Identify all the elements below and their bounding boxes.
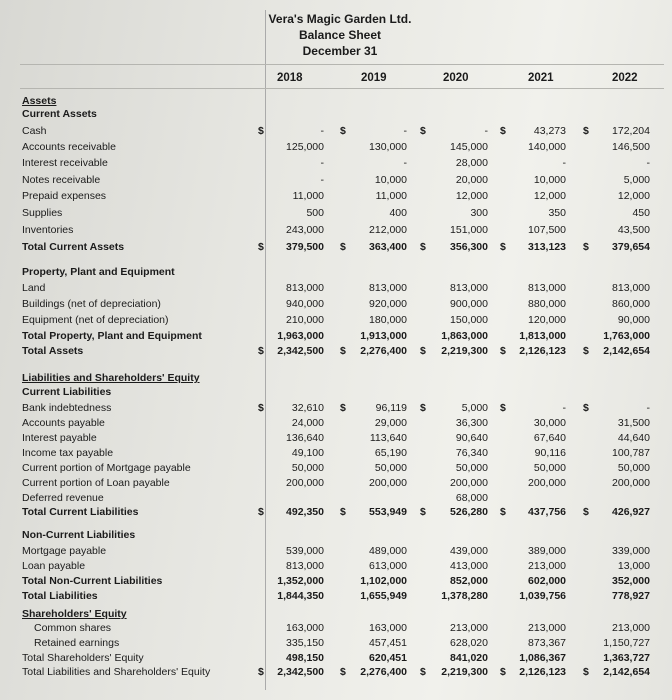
value-notes-rec-2021: 10,000 (533, 174, 566, 186)
value-inventories-2018: 243,000 (286, 224, 324, 236)
value-int-rec-2018: - (320, 157, 324, 169)
row-label-assets: Assets (22, 95, 57, 107)
value-buildings-2021: 880,000 (528, 298, 566, 310)
value-prepaid-2021: 12,000 (533, 190, 566, 202)
row-label-ppe: Property, Plant and Equipment (22, 266, 175, 278)
value-int-pay-2021: 67,640 (533, 432, 566, 444)
value-int-pay-2020: 90,640 (455, 432, 488, 444)
value-land-2021: 813,000 (528, 282, 566, 294)
header-divider (20, 64, 664, 65)
value-ap-2020: 36,300 (455, 417, 488, 429)
value-equipment-2020: 150,000 (450, 314, 488, 326)
value-common-2019: 163,000 (369, 622, 407, 634)
dollar-sign: $ (420, 125, 426, 137)
value-int-rec-2022: - (646, 157, 650, 169)
value-loan-2022: 13,000 (617, 560, 650, 572)
row-label-bank: Bank indebtedness (22, 402, 112, 414)
value-supplies-2019: 400 (389, 207, 407, 219)
value-int-pay-2019: 113,640 (369, 432, 407, 444)
dollar-sign: $ (340, 506, 346, 518)
row-label-retained: Retained earnings (34, 637, 120, 649)
value-tse-2021: 1,086,367 (519, 652, 566, 664)
value-retained-2022: 1,150,727 (603, 637, 650, 649)
value-inventories-2019: 212,000 (369, 224, 407, 236)
dollar-sign: $ (340, 402, 346, 414)
dollar-sign: $ (258, 241, 264, 253)
value-inventories-2022: 43,500 (617, 224, 650, 236)
value-ar-2021: 140,000 (528, 141, 566, 153)
dollar-sign: $ (258, 402, 264, 414)
value-mortgage-2021: 389,000 (528, 545, 566, 557)
value-retained-2021: 873,367 (528, 637, 566, 649)
row-label-sh-eq: Shareholders' Equity (22, 608, 127, 620)
value-ar-2022: 146,500 (612, 141, 650, 153)
value-tse-2022: 1,363,727 (603, 652, 650, 664)
value-tcl-2018: 492,350 (286, 506, 324, 518)
row-label-common: Common shares (34, 622, 112, 634)
value-int-rec-2021: - (562, 157, 566, 169)
value-prepaid-2022: 12,000 (617, 190, 650, 202)
value-tca-2021: 313,123 (528, 241, 566, 253)
dollar-sign: $ (340, 125, 346, 137)
value-tcl-2022: 426,927 (612, 506, 650, 518)
value-def-rev-2020: 68,000 (455, 492, 488, 504)
dollar-sign: $ (420, 506, 426, 518)
value-tppe-2021: 1,813,000 (519, 330, 566, 342)
value-tlse-2021: 2,126,123 (519, 666, 566, 678)
value-bank-2018: 32,610 (291, 402, 324, 414)
value-buildings-2019: 920,000 (369, 298, 407, 310)
value-int-rec-2019: - (403, 157, 407, 169)
value-tca-2020: 356,300 (450, 241, 488, 253)
value-equipment-2019: 180,000 (369, 314, 407, 326)
value-tncl-2021: 602,000 (528, 575, 566, 587)
value-tppe-2018: 1,963,000 (277, 330, 324, 342)
value-tse-2019: 620,451 (369, 652, 407, 664)
dollar-sign: $ (583, 666, 589, 678)
value-cp-loan-2020: 200,000 (450, 477, 488, 489)
year-row-divider (20, 88, 664, 89)
value-notes-rec-2020: 20,000 (455, 174, 488, 186)
row-label-buildings: Buildings (net of depreciation) (22, 298, 161, 310)
dollar-sign: $ (420, 345, 426, 357)
row-label-nc-liab: Non-Current Liabilities (22, 529, 136, 541)
value-notes-rec-2019: 10,000 (374, 174, 407, 186)
value-int-pay-2022: 44,640 (617, 432, 650, 444)
dollar-sign: $ (340, 241, 346, 253)
row-label-tncl: Total Non-Current Liabilities (22, 575, 163, 587)
value-supplies-2018: 500 (306, 207, 324, 219)
value-cash-2018: - (320, 125, 324, 137)
dollar-sign: $ (500, 506, 506, 518)
value-mortgage-2022: 339,000 (612, 545, 650, 557)
value-tncl-2022: 352,000 (612, 575, 650, 587)
value-land-2019: 813,000 (369, 282, 407, 294)
dollar-sign: $ (500, 345, 506, 357)
row-label-ar: Accounts receivable (22, 141, 116, 153)
value-cp-mort-2022: 50,000 (617, 462, 650, 474)
row-label-tax-pay: Income tax payable (22, 447, 114, 459)
row-label-tse: Total Shareholders' Equity (22, 652, 144, 664)
value-prepaid-2020: 12,000 (455, 190, 488, 202)
value-land-2020: 813,000 (450, 282, 488, 294)
row-label-equipment: Equipment (net of depreciation) (22, 314, 169, 326)
dollar-sign: $ (258, 506, 264, 518)
value-supplies-2020: 300 (470, 207, 488, 219)
value-tcl-2019: 553,949 (369, 506, 407, 518)
value-mortgage-2019: 489,000 (369, 545, 407, 557)
dollar-sign: $ (583, 506, 589, 518)
value-ap-2022: 31,500 (617, 417, 650, 429)
value-inventories-2021: 107,500 (528, 224, 566, 236)
value-notes-rec-2018: - (320, 174, 324, 186)
value-int-pay-2018: 136,640 (286, 432, 324, 444)
value-buildings-2018: 940,000 (286, 298, 324, 310)
value-ta-2019: 2,276,400 (360, 345, 407, 357)
value-tse-2018: 498,150 (286, 652, 324, 664)
value-ta-2021: 2,126,123 (519, 345, 566, 357)
value-ar-2019: 130,000 (369, 141, 407, 153)
value-buildings-2020: 900,000 (450, 298, 488, 310)
dollar-sign: $ (258, 125, 264, 137)
value-notes-rec-2022: 5,000 (623, 174, 650, 186)
value-loan-2019: 613,000 (369, 560, 407, 572)
dollar-sign: $ (583, 345, 589, 357)
value-cash-2019: - (403, 125, 407, 137)
row-label-supplies: Supplies (22, 207, 63, 219)
row-label-loan: Loan payable (22, 560, 86, 572)
statement-date: December 31 (302, 44, 378, 58)
value-ap-2021: 30,000 (533, 417, 566, 429)
year-2019: 2019 (361, 72, 387, 84)
year-2022: 2022 (612, 72, 638, 84)
column-divider (265, 10, 266, 690)
value-tax-pay-2021: 90,116 (534, 447, 566, 459)
value-equipment-2018: 210,000 (286, 314, 324, 326)
row-label-ta: Total Assets (22, 345, 84, 357)
value-tppe-2022: 1,763,000 (603, 330, 650, 342)
value-tl-2022: 778,927 (612, 590, 650, 602)
value-tax-pay-2019: 65,190 (374, 447, 407, 459)
value-ta-2022: 2,142,654 (603, 345, 650, 357)
dollar-sign: $ (420, 666, 426, 678)
value-mortgage-2018: 539,000 (286, 545, 324, 557)
row-label-int-pay: Interest payable (22, 432, 97, 444)
value-tncl-2019: 1,102,000 (360, 575, 407, 587)
value-common-2020: 213,000 (450, 622, 488, 634)
value-tcl-2020: 526,280 (450, 506, 488, 518)
value-tca-2019: 363,400 (369, 241, 407, 253)
value-equipment-2021: 120,000 (528, 314, 566, 326)
dollar-sign: $ (420, 402, 426, 414)
year-2018: 2018 (277, 72, 303, 84)
row-label-tcl: Total Current Liabilities (22, 506, 139, 518)
dollar-sign: $ (583, 125, 589, 137)
value-tl-2021: 1,039,756 (519, 590, 566, 602)
value-cp-loan-2019: 200,000 (369, 477, 407, 489)
statement-title: Balance Sheet (298, 28, 382, 42)
value-cash-2020: - (484, 125, 488, 137)
dollar-sign: $ (500, 241, 506, 253)
value-retained-2018: 335,150 (286, 637, 324, 649)
value-supplies-2021: 350 (548, 207, 566, 219)
value-tppe-2019: 1,913,000 (360, 330, 407, 342)
dollar-sign: $ (500, 125, 506, 137)
value-tlse-2018: 2,342,500 (277, 666, 324, 678)
value-ar-2020: 145,000 (450, 141, 488, 153)
row-label-prepaid: Prepaid expenses (22, 190, 107, 202)
dollar-sign: $ (340, 345, 346, 357)
value-tca-2022: 379,654 (612, 241, 650, 253)
dollar-sign: $ (420, 241, 426, 253)
value-prepaid-2018: 11,000 (292, 190, 324, 202)
value-bank-2021: - (562, 402, 566, 414)
row-label-tca: Total Current Assets (22, 241, 125, 253)
value-tppe-2020: 1,863,000 (441, 330, 488, 342)
value-bank-2019: 96,119 (375, 402, 407, 414)
row-label-cash: Cash (22, 125, 47, 137)
value-cp-mort-2020: 50,000 (455, 462, 488, 474)
value-tax-pay-2018: 49,100 (291, 447, 324, 459)
row-label-mortgage: Mortgage payable (22, 545, 107, 557)
value-land-2022: 813,000 (612, 282, 650, 294)
value-retained-2019: 457,451 (369, 637, 407, 649)
row-label-int-rec: Interest receivable (22, 157, 108, 169)
value-tcl-2021: 437,756 (528, 506, 566, 518)
value-prepaid-2019: 11,000 (375, 190, 407, 202)
year-2020: 2020 (443, 72, 469, 84)
dollar-sign: $ (258, 345, 264, 357)
value-cp-mort-2019: 50,000 (374, 462, 407, 474)
row-label-inventories: Inventories (22, 224, 74, 236)
value-buildings-2022: 860,000 (612, 298, 650, 310)
value-cp-mort-2021: 50,000 (533, 462, 566, 474)
value-common-2021: 213,000 (528, 622, 566, 634)
row-label-def-rev: Deferred revenue (22, 492, 104, 504)
value-tax-pay-2020: 76,340 (455, 447, 488, 459)
value-retained-2020: 628,020 (450, 637, 488, 649)
value-ar-2018: 125,000 (286, 141, 324, 153)
value-tlse-2020: 2,219,300 (441, 666, 488, 678)
value-cp-loan-2022: 200,000 (612, 477, 650, 489)
dollar-sign: $ (583, 402, 589, 414)
row-label-tlse: Total Liabilities and Shareholders' Equity (22, 666, 211, 678)
value-loan-2018: 813,000 (286, 560, 324, 572)
row-label-tl: Total Liabilities (22, 590, 98, 602)
dollar-sign: $ (500, 402, 506, 414)
value-loan-2020: 413,000 (450, 560, 488, 572)
value-bank-2020: 5,000 (461, 402, 488, 414)
value-cp-loan-2021: 200,000 (528, 477, 566, 489)
value-tl-2020: 1,378,280 (441, 590, 488, 602)
value-tlse-2022: 2,142,654 (603, 666, 650, 678)
year-2021: 2021 (528, 72, 554, 84)
value-tax-pay-2022: 100,787 (612, 447, 650, 459)
row-label-tppe: Total Property, Plant and Equipment (22, 330, 202, 342)
value-land-2018: 813,000 (286, 282, 324, 294)
value-tncl-2018: 1,352,000 (277, 575, 324, 587)
value-cp-mort-2018: 50,000 (291, 462, 324, 474)
value-common-2022: 213,000 (612, 622, 650, 634)
value-tse-2020: 841,020 (450, 652, 488, 664)
dollar-sign: $ (583, 241, 589, 253)
value-tncl-2020: 852,000 (450, 575, 488, 587)
value-bank-2022: - (646, 402, 650, 414)
value-cash-2022: 172,204 (612, 125, 650, 137)
dollar-sign: $ (340, 666, 346, 678)
value-tca-2018: 379,500 (286, 241, 324, 253)
value-ap-2019: 29,000 (374, 417, 407, 429)
value-mortgage-2020: 439,000 (450, 545, 488, 557)
value-supplies-2022: 450 (632, 207, 650, 219)
value-cash-2021: 43,273 (533, 125, 566, 137)
value-tlse-2019: 2,276,400 (360, 666, 407, 678)
value-ap-2018: 24,000 (291, 417, 324, 429)
row-label-cp-mort: Current portion of Mortgage payable (22, 462, 191, 474)
value-loan-2021: 213,000 (528, 560, 566, 572)
dollar-sign: $ (500, 666, 506, 678)
value-equipment-2022: 90,000 (617, 314, 650, 326)
value-tl-2019: 1,655,949 (360, 590, 407, 602)
value-ta-2020: 2,219,300 (441, 345, 488, 357)
row-label-ap: Accounts payable (22, 417, 105, 429)
row-label-cur-assets: Current Assets (22, 108, 97, 120)
row-label-land: Land (22, 282, 46, 294)
row-label-notes-rec: Notes receivable (22, 174, 101, 186)
value-inventories-2020: 151,000 (450, 224, 488, 236)
value-int-rec-2020: 28,000 (455, 157, 488, 169)
dollar-sign: $ (258, 666, 264, 678)
value-tl-2018: 1,844,350 (277, 590, 324, 602)
row-label-liab-eq: Liabilities and Shareholders' Equity (22, 372, 200, 384)
value-cp-loan-2018: 200,000 (286, 477, 324, 489)
row-label-cur-liab: Current Liabilities (22, 386, 112, 398)
value-ta-2018: 2,342,500 (277, 345, 324, 357)
company-name: Vera's Magic Garden Ltd. (268, 12, 412, 26)
value-common-2018: 163,000 (286, 622, 324, 634)
row-label-cp-loan: Current portion of Loan payable (22, 477, 170, 489)
